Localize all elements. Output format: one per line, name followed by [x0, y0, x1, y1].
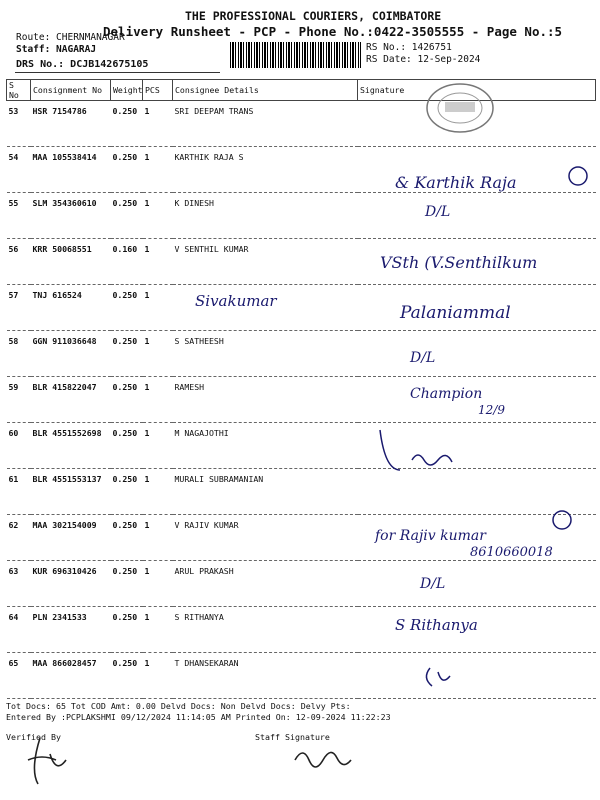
row-consignment-no: BLR 4551553137	[31, 469, 111, 515]
signature-row-56: VSth (V.Senthilkum	[380, 253, 538, 272]
row-consignee: SRI DEEPAM TRANS	[173, 101, 358, 147]
row-consignee: V SENTHIL KUMAR	[173, 239, 358, 285]
row-sno: 54	[7, 147, 31, 193]
row-sno: 56	[7, 239, 31, 285]
signature-row-58: D/L	[410, 350, 436, 366]
row-pcs: 1	[143, 653, 173, 699]
row-sno: 64	[7, 607, 31, 653]
row-weight: 0.160	[111, 239, 143, 285]
svg-text:12/9: 12/9	[478, 403, 505, 417]
company-name: THE PROFESSIONAL COURIERS, COIMBATORE	[185, 9, 442, 23]
row-sno: 62	[7, 515, 31, 561]
row-pcs: 1	[143, 469, 173, 515]
row-consignment-no: BLR 415822047	[31, 377, 111, 423]
row-pcs: 1	[143, 147, 173, 193]
rs-date: RS Date: 12-Sep-2024	[366, 54, 481, 65]
row-pcs: 1	[143, 101, 173, 147]
signature-row-62	[374, 511, 571, 560]
row-consignment-no: MAA 302154009	[31, 515, 111, 561]
row-consignment-no: MAA 866028457	[31, 653, 111, 699]
signature-row-59	[410, 386, 505, 417]
row-consignment-no: BLR 4551552698	[31, 423, 111, 469]
row-weight: 0.250	[111, 423, 143, 469]
totals-line: Tot Docs: 65 Tot COD Amt: 0.00 Delvd Docs: Non Delvd Docs: Delvy Pts:	[6, 701, 351, 711]
row-consignee: M NAGAJOTHI	[173, 423, 358, 469]
row-consignee: ARUL PRAKASH	[173, 561, 358, 607]
row-weight: 0.250	[111, 147, 143, 193]
row-sno: 59	[7, 377, 31, 423]
row-weight: 0.250	[111, 561, 143, 607]
svg-text:Sivakumar: Sivakumar	[195, 292, 277, 310]
row-sno: 58	[7, 331, 31, 377]
row-consignee: MURALI SUBRAMANIAN	[173, 469, 358, 515]
col-header-pcs: PCS	[143, 80, 173, 101]
svg-text:Champion: Champion	[410, 386, 483, 402]
row-sno: 60	[7, 423, 31, 469]
staff-label: Staff: NAGARAJ	[16, 44, 97, 55]
row-consignee: S SATHEESH	[173, 331, 358, 377]
col-header-weight: Weight	[111, 80, 143, 101]
row-consignee: K DINESH	[173, 193, 358, 239]
row-weight: 0.250	[111, 607, 143, 653]
row-pcs: 1	[143, 607, 173, 653]
row-sno: 55	[7, 193, 31, 239]
verified-by-label: Verified By	[6, 732, 61, 742]
row-sno: 61	[7, 469, 31, 515]
row-pcs: 1	[143, 377, 173, 423]
row-pcs: 1	[143, 193, 173, 239]
row-consignment-no: TNJ 616524	[31, 285, 111, 331]
svg-text:& Karthik Raja: & Karthik Raja	[395, 173, 517, 192]
row-consignment-no: HSR 7154786	[31, 101, 111, 147]
staff-signature-mark	[290, 738, 360, 778]
row-consignment-no: MAA 105538414	[31, 147, 111, 193]
row-weight: 0.250	[111, 101, 143, 147]
col-header-signature: Signature	[358, 80, 596, 101]
col-header-consignment: Consignment No	[31, 80, 111, 101]
row-weight: 0.250	[111, 285, 143, 331]
row-consignment-no: KUR 696310426	[31, 561, 111, 607]
rs-number: RS No.: 1426751	[366, 42, 452, 53]
svg-text:for Rajiv kumar: for Rajiv kumar	[375, 528, 486, 544]
row-consignment-no: PLN 2341533	[31, 607, 111, 653]
signature-row-61	[380, 430, 452, 470]
signature-row-57	[195, 292, 511, 323]
row-pcs: 1	[143, 331, 173, 377]
svg-text:8610660018: 8610660018	[470, 545, 553, 560]
row-consignee: RAMESH	[173, 377, 358, 423]
row-weight: 0.250	[111, 377, 143, 423]
row-weight: 0.250	[111, 653, 143, 699]
row-consignee: V RAJIV KUMAR	[173, 515, 358, 561]
svg-text:Palaniammal: Palaniammal	[400, 303, 511, 323]
route-label: Route: CHERNMANAGAR	[16, 32, 125, 43]
row-sno: 63	[7, 561, 31, 607]
verified-by-signature	[10, 730, 80, 790]
row-consignment-no: GGN 911036648	[31, 331, 111, 377]
row-weight: 0.250	[111, 515, 143, 561]
row-consignment-no: KRR 50068551	[31, 239, 111, 285]
row-sno: 57	[7, 285, 31, 331]
row-pcs: 1	[143, 561, 173, 607]
staff-signature-label: Staff Signature	[255, 732, 330, 742]
row-consignee: S RITHANYA	[173, 607, 358, 653]
row-sno: 65	[7, 653, 31, 699]
signature-row-64: S Rithanya	[395, 616, 478, 634]
row-pcs: 1	[143, 239, 173, 285]
signature-row-65	[426, 668, 450, 686]
row-pcs: 1	[143, 423, 173, 469]
drs-number: DRS No.: DCJB142675105	[16, 59, 149, 70]
row-sno: 53	[7, 101, 31, 147]
signature-row-63: D/L	[420, 576, 446, 592]
col-header-sno: S No	[7, 80, 31, 101]
signature-row-55: D/L	[425, 204, 451, 220]
runsheet-title: Delivery Runsheet - PCP - Phone No.:0422-3505555 - Page No.:5	[103, 24, 563, 39]
row-pcs: 1	[143, 285, 173, 331]
signature-row-54	[395, 167, 587, 192]
row-consignee: KARTHIK RAJA S	[173, 147, 358, 193]
entered-by-line: Entered By :PCPLAKSHMI 09/12/2024 11:14:05 AM Printed On: 12-09-2024 11:22:23	[6, 712, 391, 722]
row-pcs: 1	[143, 515, 173, 561]
row-weight: 0.250	[111, 331, 143, 377]
row-weight: 0.250	[111, 193, 143, 239]
row-weight: 0.250	[111, 469, 143, 515]
row-consignee: T DHANSEKARAN	[173, 653, 358, 699]
row-consignment-no: SLM 354360610	[31, 193, 111, 239]
col-header-consignee: Consignee Details	[173, 80, 358, 101]
